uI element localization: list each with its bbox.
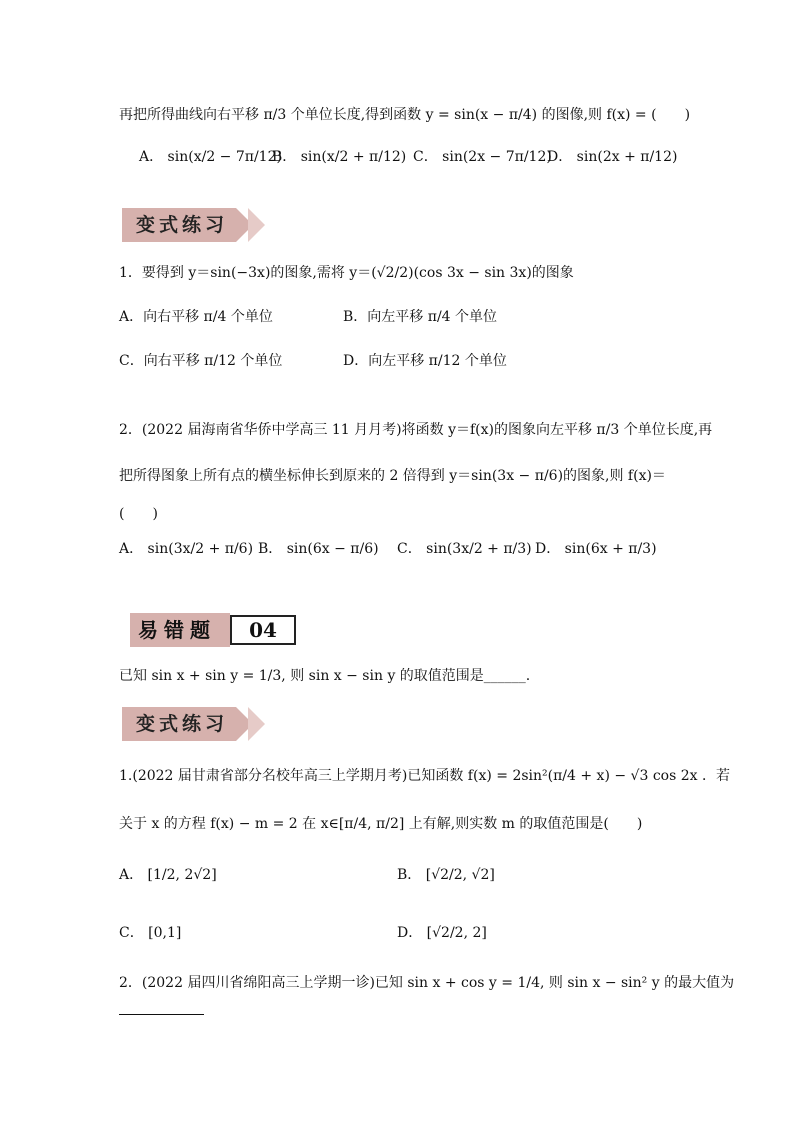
option-d: D． sin(6x + π/3) bbox=[535, 541, 657, 557]
section-banner-variant bbox=[122, 208, 272, 242]
option-a: A． [1/2, 2√2] bbox=[119, 867, 217, 883]
option-a: A． sin(3x/2 + π/6) bbox=[119, 541, 254, 557]
option-c: C． sin(3x/2 + π/3) bbox=[397, 541, 532, 557]
option-c: C．向右平移 π/12 个单位 bbox=[119, 353, 283, 369]
option-d: D．向左平移 π/12 个单位 bbox=[343, 353, 507, 369]
banner-label: 变式练习 bbox=[122, 208, 236, 242]
question-stem: 再把所得曲线向右平移 π/3 个单位长度,得到函数 y = sin(x − π/4) 的图像,则 f(x) = ( ) bbox=[119, 107, 691, 123]
option-b: B． sin(6x − π/6) bbox=[258, 541, 379, 557]
error-prone-label: 易错题 bbox=[130, 613, 230, 647]
option-c: C． sin(2x − 7π/12) bbox=[413, 149, 552, 165]
question-2-stem-line2: 把所得图象上所有点的横坐标伸长到原来的 2 倍得到 y＝sin(3x − π/6)的图象,则 f(x)＝ bbox=[119, 468, 666, 484]
option-b: B．向左平移 π/4 个单位 bbox=[343, 309, 498, 325]
option-a: A． sin(x/2 − 7π/12) bbox=[139, 149, 282, 165]
chevron-right-icon bbox=[248, 707, 265, 741]
question-2-stem-line1: 2．(2022 届海南省华侨中学高三 11 月月考)将函数 y＝f(x)的图象向左平移 π/3 个单位长度,再 bbox=[119, 422, 713, 438]
option-c: C． [0,1] bbox=[119, 925, 182, 941]
banner-label: 变式练习 bbox=[122, 707, 236, 741]
error-prone-banner bbox=[130, 613, 300, 647]
error-prone-number: 04 bbox=[230, 615, 296, 645]
option-b: B． sin(x/2 + π/12) bbox=[272, 149, 407, 165]
option-b: B． [√2/2, √2] bbox=[397, 867, 495, 883]
section-banner-variant bbox=[122, 707, 272, 741]
option-d: D． sin(2x + π/12) bbox=[547, 149, 678, 165]
option-d: D． [√2/2, 2] bbox=[397, 925, 487, 941]
question-4-stem: 已知 sin x + sin y = 1/3, 则 sin x − sin y 的取值范围是______. bbox=[119, 668, 531, 684]
chevron-right-icon bbox=[248, 208, 265, 242]
question-1-stem: 1．要得到 y＝sin(−3x)的图象,需将 y＝(√2/2)(cos 3x − sin 3x)的图象 bbox=[119, 265, 574, 281]
question-2-stem-line3: ( ) bbox=[119, 506, 158, 522]
answer-blank bbox=[119, 1014, 204, 1015]
option-a: A．向右平移 π/4 个单位 bbox=[119, 309, 273, 325]
question-1-stem-line2: 关于 x 的方程 f(x) − m = 2 在 x∈[π/4, π/2] 上有解,则实数 m 的取值范围是( ) bbox=[119, 816, 643, 832]
question-2-stem: 2．(2022 届四川省绵阳高三上学期一诊)已知 sin x + cos y = 1/4, 则 sin x − sin² y 的最大值为 bbox=[119, 975, 735, 991]
question-1-stem-line1: 1.(2022 届甘肃省部分名校年高三上学期月考)已知函数 f(x) = 2sin²(π/4 + x) − √3 cos 2x ．若 bbox=[119, 768, 730, 784]
